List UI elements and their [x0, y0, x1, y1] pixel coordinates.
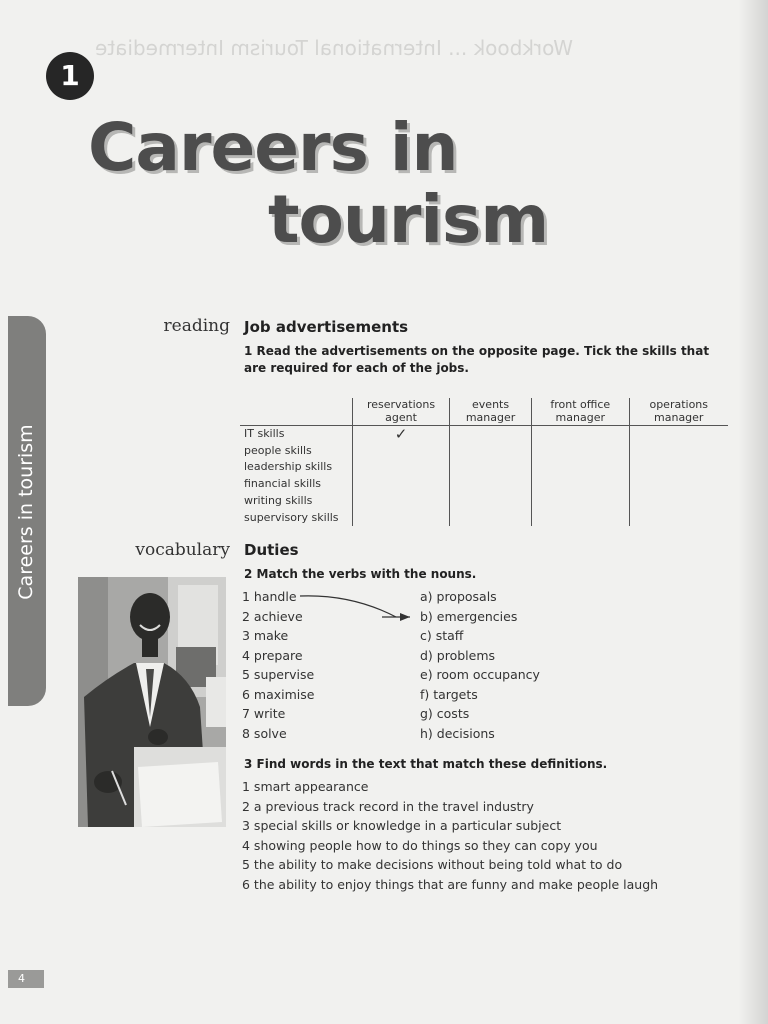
tick-cell[interactable]: ✓ [353, 426, 450, 443]
tick-cell[interactable] [450, 443, 532, 460]
title-line-1: Careers in [88, 109, 458, 186]
tick-cell[interactable] [353, 493, 450, 510]
table-header-row [240, 398, 728, 426]
tick-cell[interactable] [450, 476, 532, 493]
tick-cell[interactable] [532, 493, 629, 510]
tick-cell[interactable] [532, 459, 629, 476]
verb-item: 1 handle [242, 589, 297, 604]
table-corner-cell [240, 398, 353, 426]
reading-heading: Job advertisements [244, 318, 409, 336]
page-title [88, 109, 549, 258]
tick-cell[interactable] [353, 443, 450, 460]
section-label-reading: reading [163, 316, 230, 336]
verb-item: 2 achieve [242, 608, 303, 624]
skill-label: IT skills [244, 427, 285, 440]
tick-cell[interactable] [532, 443, 629, 460]
exercise-2-instruction: 2 Match the verbs with the nouns. [244, 567, 477, 581]
verb-item: 7 write [242, 706, 286, 721]
noun-item: c) staff [420, 628, 464, 643]
noun-item: b) emergencies [420, 608, 518, 624]
table-row [240, 443, 728, 460]
definition-item: 4 showing people how to do things so they can copy you [242, 837, 598, 853]
tick-cell[interactable] [450, 493, 532, 510]
column-header: operations manager [629, 398, 728, 426]
tick-cell[interactable] [353, 476, 450, 493]
side-tab-label: Careers in tourism [15, 424, 37, 600]
noun-item: e) room occupancy [420, 667, 540, 682]
tick-cell[interactable] [532, 510, 629, 527]
column-header: events manager [450, 398, 532, 426]
definition-item: 1 smart appearance [242, 779, 369, 794]
column-header: reservations agent [353, 398, 450, 426]
tick-cell[interactable] [450, 510, 532, 527]
noun-item: f) targets [420, 686, 478, 702]
tick-cell[interactable] [629, 476, 728, 493]
skill-label: supervisory skills [244, 510, 339, 524]
definition-item: 2 a previous track record in the travel industry [242, 798, 534, 814]
tick-cell[interactable] [353, 510, 450, 527]
skill-label: financial skills [244, 477, 322, 491]
verb-item: 3 make [242, 628, 289, 643]
skills-table [240, 398, 728, 526]
table-row [240, 476, 728, 493]
tick-cell[interactable] [629, 493, 728, 510]
verb-item: 5 supervise [242, 667, 315, 682]
column-header: front office manager [532, 398, 629, 426]
table-row [240, 510, 728, 527]
exercise-1-instruction: 1 Read the advertisements on the opposite page. Tick the skills that are required for each of the jobs. [244, 344, 710, 375]
noun-item: d) problems [420, 647, 496, 663]
nouns-list [420, 587, 540, 743]
bleed-through-text: Workbook ... International Tourism Intermediate [95, 36, 573, 60]
tick-cell[interactable] [450, 426, 532, 443]
noun-item: g) costs [420, 706, 470, 721]
unit-number-badge: 1 [46, 52, 94, 100]
tick-cell[interactable] [532, 426, 629, 443]
tick-cell[interactable] [450, 459, 532, 476]
skill-label: leadership skills [244, 460, 333, 474]
tick-cell[interactable] [629, 510, 728, 527]
noun-item: h) decisions [420, 725, 495, 741]
tick-cell[interactable] [629, 443, 728, 460]
definition-item: 5 the ability to make decisions without being told what to do [242, 857, 623, 873]
section-label-vocabulary: vocabulary [135, 540, 230, 560]
tick-cell[interactable] [353, 459, 450, 476]
table-row [240, 426, 728, 443]
skill-label: people skills [244, 443, 312, 457]
verb-item: 8 solve [242, 725, 287, 741]
tick-cell[interactable] [629, 426, 728, 443]
example-match-arrow [296, 590, 416, 624]
noun-item: a) proposals [420, 589, 497, 604]
skill-label: writing skills [244, 493, 313, 507]
definition-item: 6 the ability to enjoy things that are funny and make people laugh [242, 876, 659, 892]
verb-item: 6 maximise [242, 686, 315, 702]
exercise-3-instruction: 3 Find words in the text that match these definitions. [244, 757, 608, 771]
page-edge-shadow [738, 0, 768, 1024]
verb-item: 4 prepare [242, 647, 303, 663]
vocabulary-heading: Duties [244, 541, 299, 559]
title-line-2: tourism [268, 181, 549, 258]
definitions-list [242, 777, 658, 895]
page-number: 4 [8, 970, 44, 988]
table-row [240, 493, 728, 510]
definition-item: 3 special skills or knowledge in a particular subject [242, 818, 562, 834]
businessman-photo [78, 577, 226, 827]
tick-cell[interactable] [532, 476, 629, 493]
tick-cell[interactable] [629, 459, 728, 476]
table-row [240, 459, 728, 476]
